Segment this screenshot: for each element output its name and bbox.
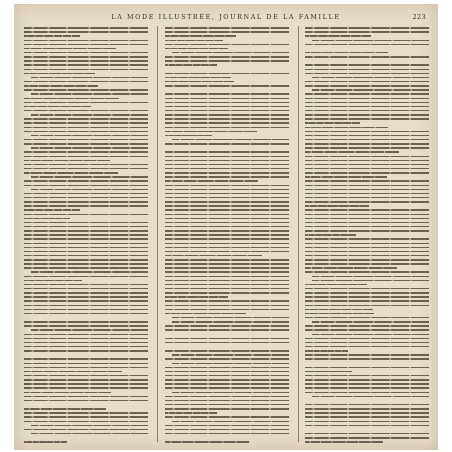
running-title: LA MODE ILLUSTRÉE, JOURNAL DE LA FAMILLE (111, 13, 341, 21)
column-divider (298, 26, 299, 442)
text-column-right (305, 26, 429, 444)
column-divider (157, 26, 158, 442)
page-number: 223 (412, 13, 426, 21)
text-column-middle (165, 26, 289, 444)
newspaper-page (14, 4, 438, 450)
text-column-left (24, 26, 148, 444)
page-header (14, 13, 438, 25)
